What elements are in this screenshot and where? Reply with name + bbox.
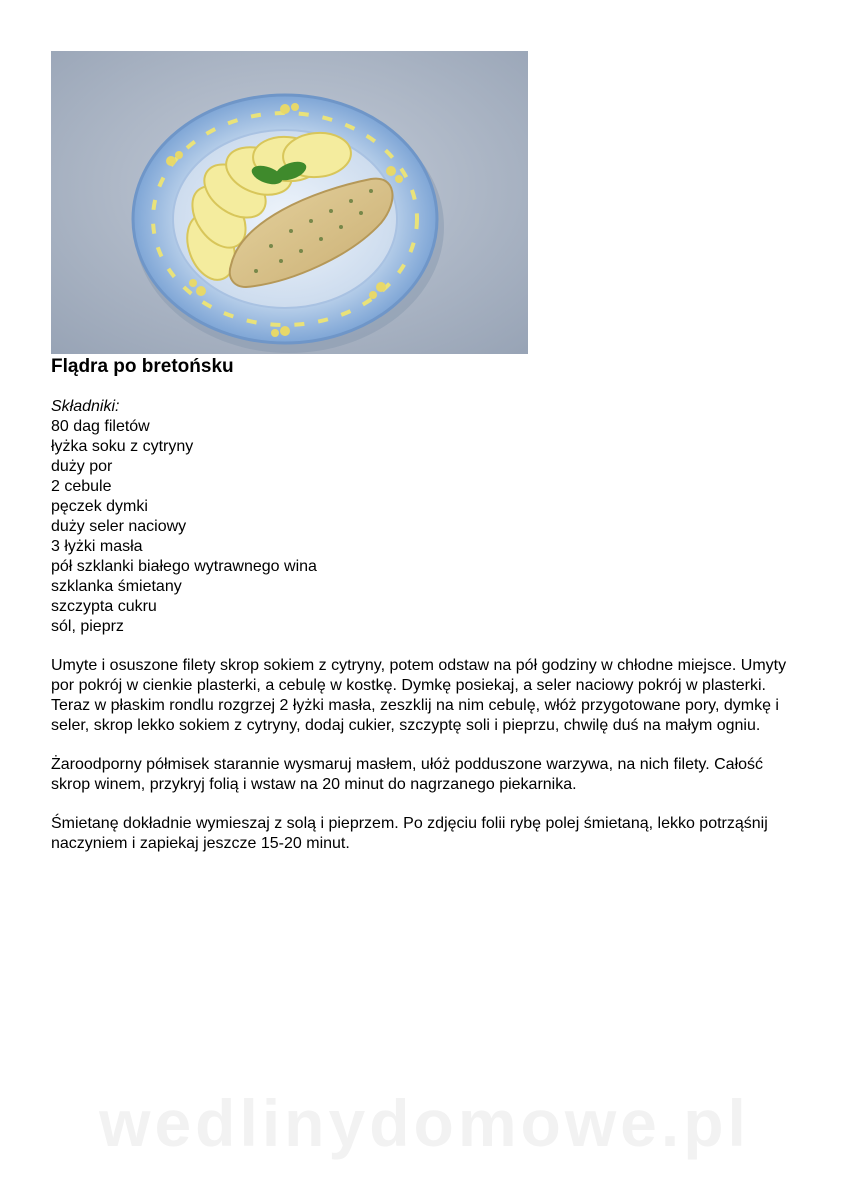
site-watermark: wedlinydomowe.pl — [99, 1086, 750, 1160]
ingredient-item: sól, pieprz — [51, 618, 124, 635]
ingredient-item: 3 łyżki masła — [51, 538, 143, 555]
ingredient-item: łyżka soku z cytryny — [51, 438, 194, 455]
step-paragraph: Żaroodporny półmisek starannie wysmaruj masłem, ułóż podduszone warzywa, na nich filety. Całość skrop winem, przykryj folią i wstaw na 20 minut do nagrzanego piekarnika. — [51, 756, 764, 793]
step-paragraph: Śmietanę dokładnie wymieszaj z solą i pieprzem. Po zdjęciu folii rybę polej śmietaną, lekko potrząśnij naczyniem i zapiekaj jeszcze 15-20 minut. — [51, 815, 768, 852]
ingredient-item: 80 dag filetów — [51, 418, 150, 435]
ingredient-item: szczypta cukru — [51, 598, 157, 615]
plate-illustration — [51, 51, 528, 354]
ingredient-item: 2 cebule — [51, 478, 112, 495]
ingredient-item: pęczek dymki — [51, 498, 148, 515]
ingredients-section — [51, 397, 317, 637]
recipe-title: Flądra po bretońsku — [51, 356, 234, 377]
preparation-steps — [51, 656, 791, 873]
step-paragraph: Umyte i osuszone filety skrop sokiem z cytryny, potem odstaw na pół godziny w chłodne miejsce. Umyty por pokrój w cienkie plasterki, a cebulę w kostkę. Dymkę posiekaj, a seler naciowy pokrój w plasterki. Teraz w płaskim rondlu rozgrzej 2 łyżki masła, zeszklij na nim cebulę, włóż przygotowane pory, dymkę i seler, skrop lekko sokiem z cytryny, dodaj cukier, szczyptę soli i pieprzu, chwilę duś na małym ogniu. — [51, 657, 787, 734]
ingredient-item: duży por — [51, 458, 113, 475]
ingredient-item: pół szklanki białego wytrawnego wina — [51, 558, 317, 575]
ingredient-item: duży seler naciowy — [51, 518, 187, 535]
ingredients-label: Składniki: — [51, 398, 120, 415]
ingredient-item: szklanka śmietany — [51, 578, 182, 595]
ingredients-list — [51, 417, 317, 637]
dish-photo — [51, 51, 528, 354]
